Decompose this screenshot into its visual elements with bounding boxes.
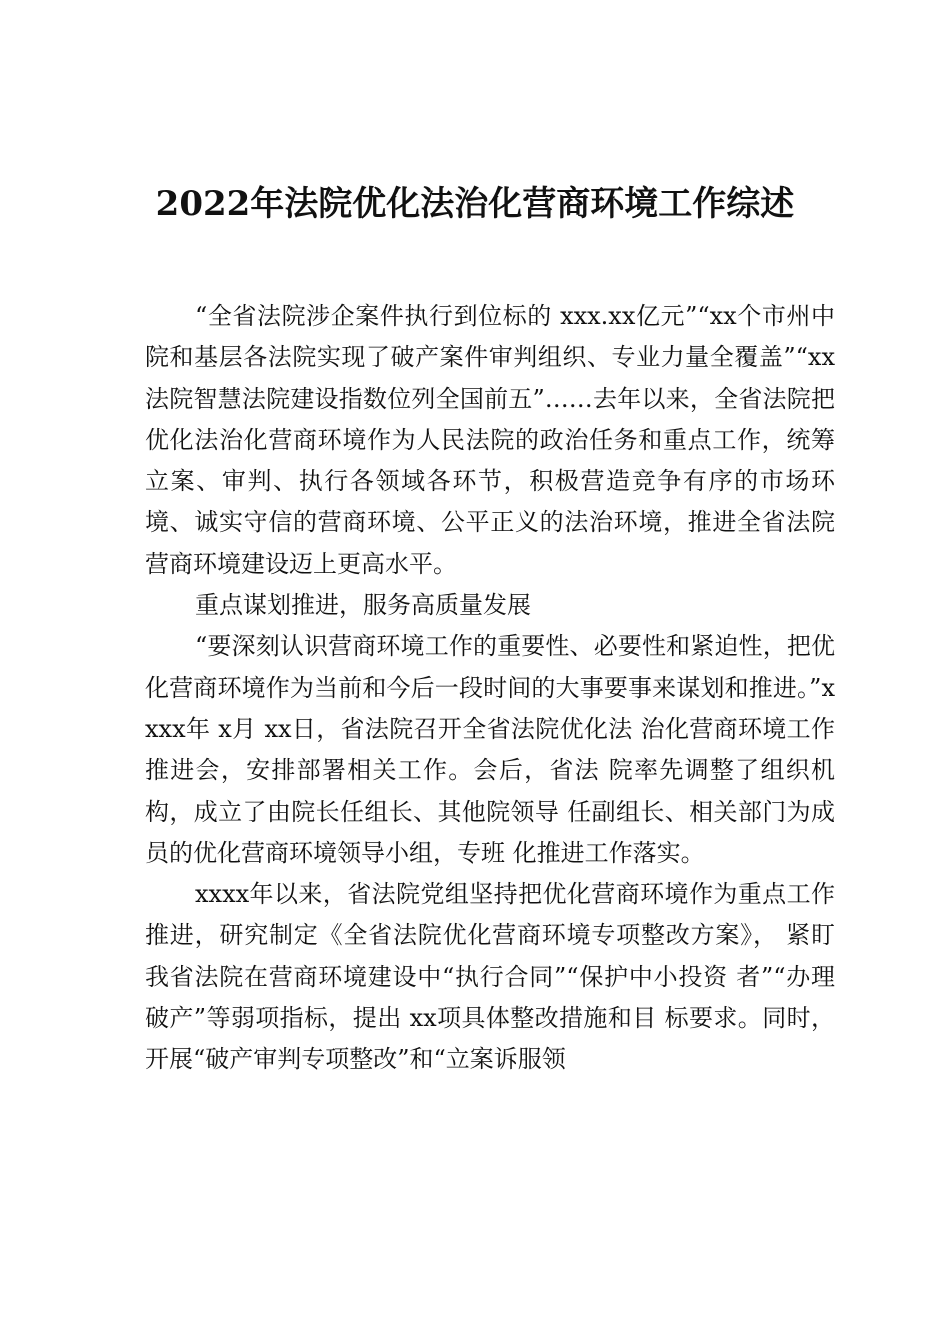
section-heading: 重点谋划推进，服务高质量发展 xyxy=(195,591,531,620)
paragraph-intro: “全省法院涉企案件执行到位标的 xxx.xx亿元”“xx个市州中院和基层各法院实现了破产案件审判组织、专业力量全覆盖”“xx 法院智慧法院建设指数位列全国前五”……去年以来，全省法院把优化法治化营商环境作为人民法院的政治任务和重点工作，统筹立案、审判、执行各领域各环节，积极营造竞争有序的市场环境、诚实守信的营商环境、公平正义的法治环境，推进全省法院营商环境建设迈上更高水平。 xyxy=(145,302,835,578)
document-title: 2022年法院优化法治化营商环境工作综述 xyxy=(155,184,795,224)
paragraph-meeting: “要深刻认识营商环境工作的重要性、必要性和紧迫性，把优化营商环境作为当前和今后一段时间的大事要事来谋划和推进。”xxxx年 x月 xx日，省法院召开全省法院优化法 治化营商环境工作推进会，安排部署相关工作。会后，省法 院率先调整了组织机构，成立了由院长任组长、其他院领导 任副组长、相关部门为成员的优化营商环境领导小组，专班 化推进工作落实。 xyxy=(145,632,835,867)
paragraph-rectification: xxxx年以来，省法院党组坚持把优化营商环境作为重点工作推进，研究制定《全省法院优化营商环境专项整改方案》， 紧盯我省法院在营商环境建设中“执行合同”“保护中小投资 者”“办理破产”等弱项指标，提出 xx项具体整改措施和目 标要求。同时，开展“破产审判专项整改”和“立案诉服领 xyxy=(145,880,835,1074)
document-body xyxy=(145,296,835,1081)
